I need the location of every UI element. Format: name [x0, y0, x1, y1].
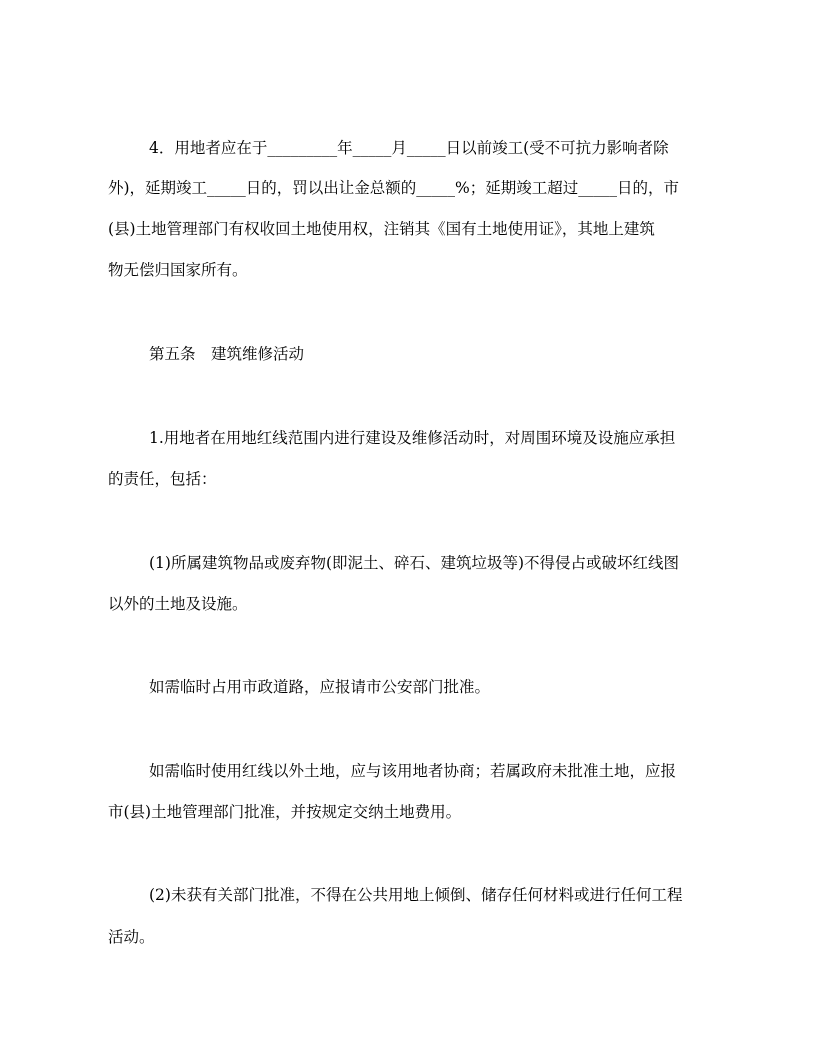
- paragraph-line: 市(县)土地管理部门批准，并按规定交纳土地费用。: [108, 803, 462, 821]
- paragraph-line: 以外的土地及设施。: [108, 595, 248, 613]
- paragraph-line: 如需临时使用红线以外土地，应与该用地者协商；若属政府未批准土地，应报: [149, 762, 677, 780]
- paragraph-line: (县)土地管理部门有权收回土地使用权，注销其《国有土地使用证》，其地上建筑: [108, 220, 655, 238]
- paragraph-line: (2)未获有关部门批准，不得在公共用地上倾倒、储存任何材料或进行任何工程: [149, 886, 683, 904]
- paragraph-line: 的责任，包括：: [108, 470, 217, 488]
- paragraph-line: 4．用地者应在于_________年_____月_____日以前竣工(受不可抗力影响者除: [149, 139, 669, 157]
- paragraph-line: 外)，延期竣工_____日的，罚以出让金总额的_____%；延期竣工超过_____日的，市: [108, 179, 680, 197]
- paragraph-line: 如需临时占用市政道路，应报请市公安部门批准。: [149, 678, 491, 696]
- paragraph-line: 活动。: [108, 928, 155, 946]
- paragraph-line: 1.用地者在用地红线范围内进行建设及维修活动时，对周围环境及设施应承担: [149, 429, 676, 447]
- paragraph-line: 物无偿归国家所有。: [108, 261, 248, 279]
- paragraph-line: (1)所属建筑物品或废弃物(即泥土、碎石、建筑垃圾等)不得侵占或破坏红线图: [149, 554, 680, 572]
- article-heading: 第五条 建筑维修活动: [149, 345, 305, 363]
